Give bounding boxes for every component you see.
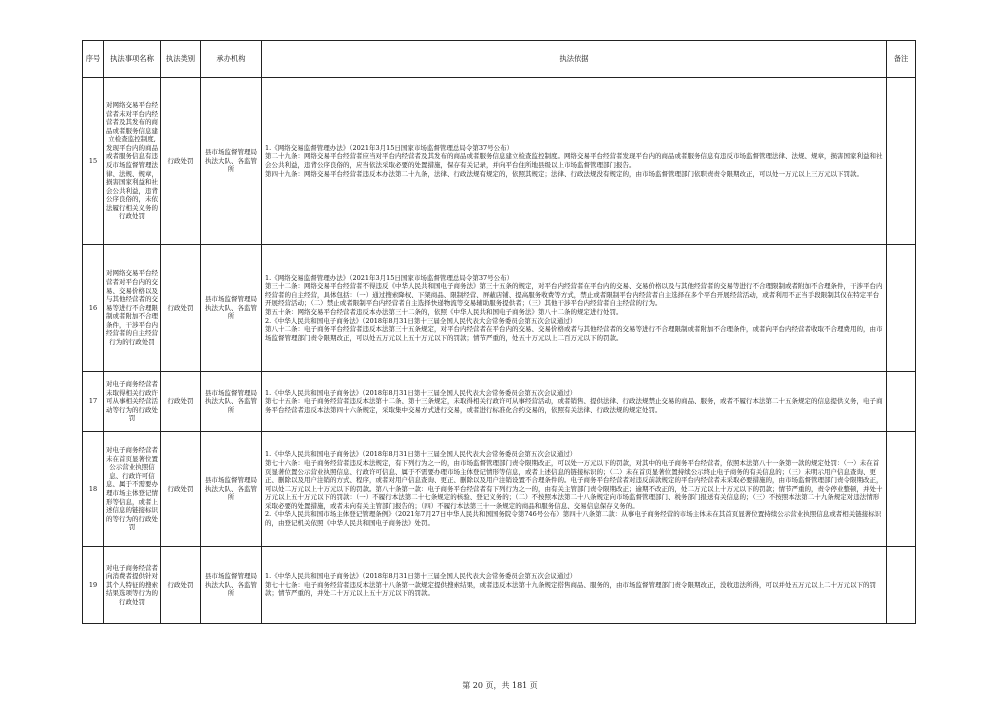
legal-basis [262, 372, 887, 432]
remark-cell [887, 245, 916, 372]
header-org: 承办机构 [201, 41, 262, 78]
legal-basis [262, 432, 887, 547]
basis-paragraph: 1.《中华人民共和国电子商务法》（2018年8月31日第十三届全国人民代表大会常务委员会第五次会议通过） [265, 450, 577, 459]
row-number: 16 [83, 245, 104, 372]
remark-cell [887, 372, 916, 432]
basis-paragraph: 1.《中华人民共和国电子商务法》（2018年8月31日第十三届全国人民代表大会常务委员会第五次会议通过） [265, 388, 577, 397]
basis-paragraph: 第七十七条：电子商务经营者违反本法第十八条第一款规定提供搜索结果，或者违反本法第十九条规定搭售商品、服务的，由市场监督管理部门责令限期改正，没收违法所得，可以并处五万元以上二十万元以下的罚款；情节严重的，并处二十万元以上五十万元以下的罚款。 [265, 580, 876, 598]
table-row [83, 372, 916, 432]
remark-cell [887, 547, 916, 624]
table-header-row [83, 41, 916, 78]
item-name: 对电子商务经营者向消费者提供针对其个人特征的搜索结果选项等行为的行政处罚 [104, 547, 161, 624]
table-row [83, 432, 916, 547]
row-number: 17 [83, 372, 104, 432]
basis-paragraph: 第三十二条：网络交易平台经营者不得违反《中华人民共和国电子商务法》第三十五条的规定，对平台内经营者在平台内的交易、交易价格以及与其他经营者的交易等进行不合理限制或者附加不合理条件，干涉平台内经营者的自主经营，具体包括：（一）通过搜索降权、下架商品、限制经营、屏蔽店铺、提高服务收费等方式，禁止或者限制平台内经营者自主选择在多个平台开展经营活动，或者利用不正当手段限制其仅在特定平台开展经营活动；（二）禁止或者限制平台内经营者自主选择快递物流等交易辅助服务提供者；（三）其他干涉平台内经营者自主经营的行为。 [265, 282, 883, 308]
page-number: 第 20 页，共 181 页 [462, 681, 538, 690]
enforcement-type: 行政处罚 [161, 547, 201, 624]
basis-paragraph: 第四十九条：网络交易平台经营者违反本办法第二十九条，法律、行政法规有规定的，依照其规定；法律、行政法规没有规定的，由市场监督管理部门依职责责令限期改正，可以处一万元以上三万元以下罚款。 [265, 169, 863, 178]
row-number: 19 [83, 547, 104, 624]
handling-agency: 县市场监督管理局执法大队、各监管所 [201, 372, 262, 432]
table-row [83, 78, 916, 245]
remark-cell [887, 432, 916, 547]
table-row [83, 245, 916, 372]
legal-basis [262, 547, 887, 624]
handling-agency: 县市场监督管理局执法大队、各监管所 [201, 432, 262, 547]
header-basis: 执法依据 [262, 41, 887, 78]
legal-basis [262, 245, 887, 372]
header-type: 执法类别 [161, 41, 201, 78]
handling-agency: 县市场监督管理局执法大队、各监管所 [201, 78, 262, 245]
remark-cell [887, 78, 916, 245]
row-number: 15 [83, 78, 104, 245]
basis-paragraph: 第七十五条：电子商务经营者违反本法第十二条、第十三条规定，未取得相关行政许可从事经营活动，或者销售、提供法律、行政法规禁止交易的商品、服务，或者不履行本法第二十五条规定的信息提供义务，电子商务平台经营者违反本法第四十六条规定，采取集中交易方式进行交易，或者进行标准化合约交易的，依照有关法律、行政法规的规定处罚。 [265, 397, 883, 414]
enforcement-type: 行政处罚 [161, 245, 201, 372]
item-name: 对网络交易平台经营者未对平台内经营者及其发布的商品或者服务信息建立检查监控制度,发现平台内的商品或者服务信息有违反市场监督管理法律、法规、规章，损害国家利益和社会公共利益，违背公序良俗的，未依法履行相关义务的行政处罚 [104, 78, 161, 245]
basis-paragraph: 2.《中华人民共和国电子商务法》（2018年8月31日第十三届全国人民代表大会常务委员会第五次会议通过） [265, 316, 577, 325]
item-name: 对电子商务经营者未在首页显著位置公示营业执照信息、行政许可信息、属于不需要办理市场主体登记情形等信息，或者上述信息的链接标识的等行为的行政处罚 [104, 432, 161, 547]
row-number: 18 [83, 432, 104, 547]
handling-agency: 县市场监督管理局执法大队、各监管所 [201, 245, 262, 372]
basis-paragraph: 1.《中华人民共和国电子商务法》（2018年8月31日第十三届全国人民代表大会常务委员会第五次会议通过） [265, 572, 577, 581]
enforcement-table [82, 40, 916, 624]
basis-paragraph: 第八十二条：电子商务平台经营者违反本法第三十五条规定，对平台内经营者在平台内的交易、交易价格或者与其他经营者的交易等进行不合理限制或者附加不合理条件，或者向平台内经营者收取不合理费用的，由市场监督管理部门责令限期改正，可以处五万元以上五十万元以下的罚款；情节严重的，处五十万元以上二百万元以下的罚款。 [265, 325, 883, 342]
table-row [83, 547, 916, 624]
header-remark: 备注 [887, 41, 916, 78]
handling-agency: 县市场监督管理局执法大队、各监管所 [201, 547, 262, 624]
basis-paragraph: 1.《网络交易监督管理办法》（2021年3月15日国家市场监督管理总局令第37号公布） [265, 273, 514, 282]
item-name: 对网络交易平台经营者对平台内的交易、交易价格以及与其他经营者的交易等进行不合理限制或者附加不合理条件，干涉平台内经营者的自主经营行为的行政处罚 [104, 245, 161, 372]
enforcement-type: 行政处罚 [161, 372, 201, 432]
basis-paragraph: 1.《网络交易监督管理办法》（2021年3月15日国家市场监督管理总局令第37号公布） [265, 143, 514, 152]
item-name: 对电子商务经营者未取得相关行政许可从事相关经营活动等行为的行政处罚 [104, 372, 161, 432]
basis-paragraph: 2.《中华人民共和国市场主体登记管理条例》（2021年7月27日中华人民共和国国务院令第746号公布）第四十八条第二款：从事电子商务经营的市场主体未在其首页显著位置持续公示营业执照信息或者相关链接标识的，由登记机关依照《中华人民共和国电子商务法》处罚。 [265, 510, 882, 528]
enforcement-type: 行政处罚 [161, 78, 201, 245]
header-name: 执法事项名称 [104, 41, 161, 78]
legal-basis [262, 78, 887, 245]
basis-paragraph: 第七十六条：电子商务经营者违反本法规定，有下列行为之一的，由市场监督管理部门责令限期改正，可以处一万元以下的罚款，对其中的电子商务平台经营者，依照本法第八十一条第一款的规定处罚：（一）未在首页显著位置公示营业执照信息、行政许可信息、属于不需要办理市场主体登记情形等信息，或者上述信息的链接标识的；（二）未在首页显著位置持续公示终止电子商务的有关信息的；（三）未明示用户信息查询、更正、删除以及用户注销的方式、程序，或者对用户信息查询、更正、删除以及用户注销设置不合理条件的。电子商务平台经营者对违反前款规定的平台内经营者未采取必要措施的，由市场监督管理部门责令限期改正，可以处二万元以上十万元以下的罚款。第八十条第一款：电子商务平台经营者有下列行为之一的，由有关主管部门责令限期改正；逾期不改正的，处二万元以上十万元以下的罚款；情节严重的，责令停业整顿，并处十万元以上五十万元以下的罚款：（一）不履行本法第二十七条规定的核验、登记义务的；（二）不按照本法第二十八条规定向市场监督管理部门、税务部门报送有关信息的；（三）不按照本法第二十九条规定对违法情形采取必要的处置措施，或者未向有关主管部门报告的；（四）不履行本法第三十一条规定的商品和服务信息、交易信息保存义务的。 [265, 458, 883, 510]
header-no: 序号 [83, 41, 104, 78]
basis-paragraph: 第二十九条：网络交易平台经营者应当对平台内经营者及其发布的商品或者服务信息建立检查监控制度。网络交易平台经营者发现平台内的商品或者服务信息有违反市场监督管理法律、法规、规章，损害国家利益和社会公共利益，违背公序良俗的，应当依法采取必要的处置措施，保存有关记录，并向平台住所地县级以上市场监督管理部门报告。 [265, 152, 883, 169]
enforcement-type: 行政处罚 [161, 432, 201, 547]
basis-paragraph: 第五十条：网络交易平台经营者违反本办法第三十二条的，依照《中华人民共和国电子商务法》第八十二条的规定进行处罚。 [265, 308, 623, 316]
